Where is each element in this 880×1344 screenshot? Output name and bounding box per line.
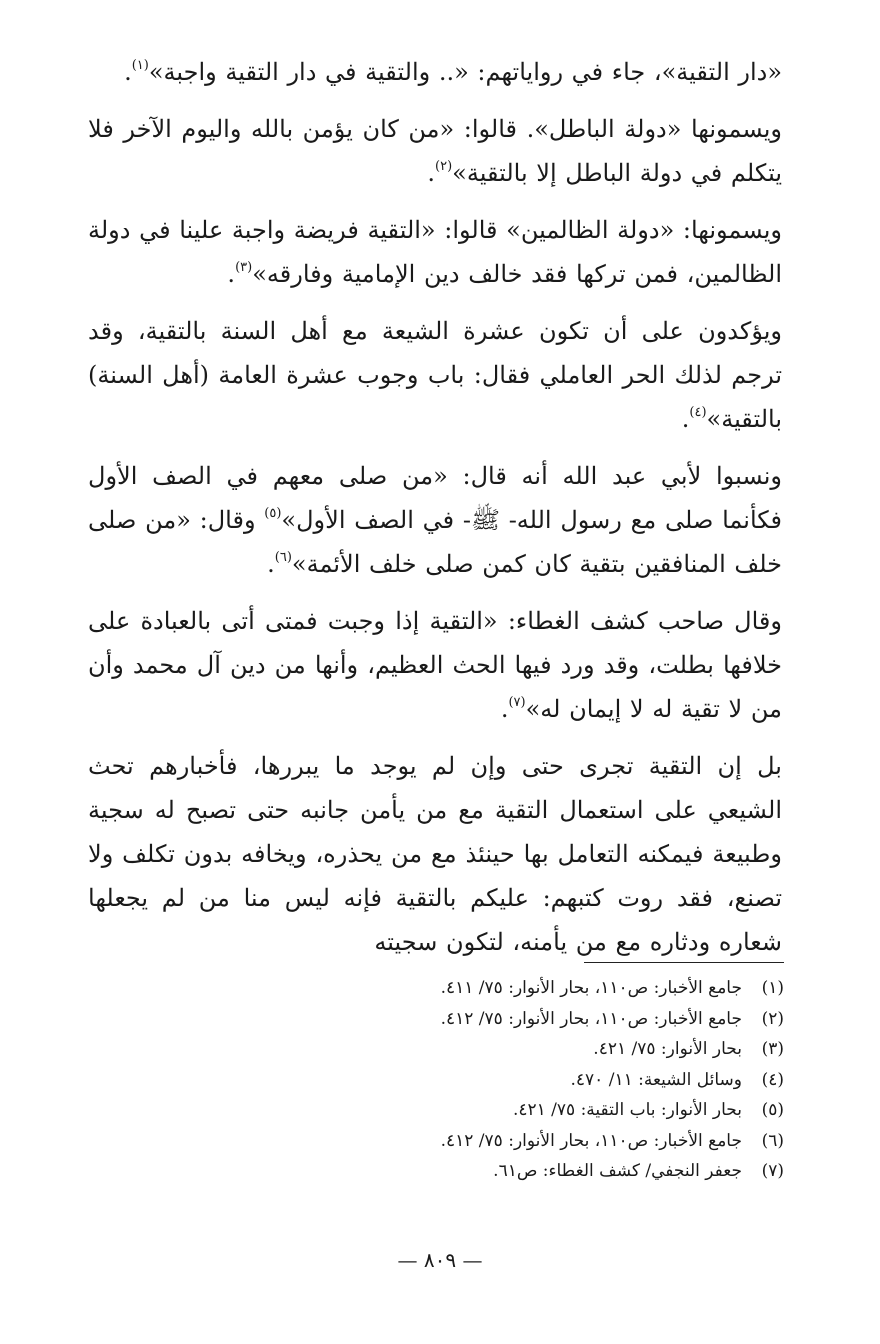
footnote-ref[interactable]: (٤): [689, 405, 707, 420]
paragraph-ishrat-alshia: [88, 309, 782, 441]
paragraph-dar-altaqiyya: [88, 50, 782, 94]
paragraph-text: ويؤكدون على أن تكون عشرة الشيعة مع أهل السنة بالتقية، وقد ترجم لذلك الحر العاملي فقال: باب وجوب عشرة العامة (أهل السنة) بالتقية»: [88, 317, 783, 433]
footnote-ref[interactable]: (٣): [235, 260, 253, 275]
paragraph-tail: .: [124, 58, 132, 86]
footnote-text: جامع الأخبار: ص١١٠، بحار الأنوار: ٧٥/ ٤١٢.: [440, 1008, 742, 1029]
footnote-text: وسائل الشيعة: ١١/ ٤٧٠.: [570, 1069, 742, 1090]
footnote-number: (٥): [761, 1100, 784, 1120]
footnote-number: (٦): [761, 1130, 784, 1151]
footnote-item: [88, 1156, 784, 1187]
paragraph-tail: .: [500, 695, 509, 723]
footnote-text: بحار الأنوار: باب التقية: ٧٥/ ٤٢١.: [512, 1100, 742, 1120]
footnote-text: جامع الأخبار: ص١١٠، بحار الأنوار: ٧٥/ ٤١٢.: [440, 1130, 742, 1151]
footnote-text: جامع الأخبار: ص١١٠، بحار الأنوار: ٧٥/ ٤١١.: [440, 978, 742, 998]
footnote-item: [88, 1126, 784, 1157]
footnote-item: [88, 1034, 784, 1065]
paragraph-tail: .: [681, 405, 690, 433]
footnote-ref[interactable]: (٥): [264, 506, 282, 521]
paragraph-kashf-alghita: [88, 599, 782, 731]
paragraph-tail: .: [427, 159, 436, 187]
paragraph-text: ويسمونها «دولة الباطل». قالوا: «من كان يؤمن بالله واليوم الآخر فلا يتكلم في دولة الباطل إلا بالتقية»: [88, 115, 782, 187]
paragraph-text: بل إن التقية تجرى حتى وإن لم يوجد ما يبررها، فأخبارهم تحث الشيعي على استعمال التقية مع من يأمن جانبه حتى تصبح له سجية وطبيعة فيمكنه التعامل بها حينئذ مع من يحذره، ويخافه بدون تكلف ولا تصنع، فقد روت كتبهم: عليكم بالتقية فإنه ليس منا من لم يجعلها شعاره ودثاره مع من يأمنه، لتكون سجيته: [88, 752, 783, 956]
footnote-item: [88, 1004, 784, 1035]
footnote-item: [88, 1095, 784, 1126]
footnote-item: [88, 973, 784, 1004]
paragraph-text: «دار التقية»، جاء في رواياتهم: «.. والتقية في دار التقية واجبة»: [148, 58, 782, 86]
paragraph-dawlat-albatil: [88, 107, 782, 195]
footnote-text: جعفر النجفي/ كشف الغطاء: ص٦١.: [493, 1161, 742, 1181]
page-number: — ٨٠٩ —: [397, 1248, 483, 1272]
footnote-ref[interactable]: (١): [131, 58, 149, 73]
footnote-ref[interactable]: (٦): [274, 550, 292, 565]
paragraph-tail: .: [267, 550, 275, 578]
paragraph-text: ونسبوا لأبي عبد الله أنه قال: «من صلى معهم في الصف الأول فكأنما صلى مع رسول الله- ﷺ- في الصف الأول»: [88, 462, 782, 534]
paragraph-text-continued: وقال: «من صلى خلف المنافقين بتقية كان كمن صلى خلف الأئمة»: [88, 506, 782, 578]
footnote-ref[interactable]: (٢): [435, 159, 453, 174]
footnote-number: (٣): [761, 1039, 784, 1059]
paragraph-dawlat-althalimin: [88, 208, 782, 296]
footnote-ref[interactable]: (٧): [508, 695, 526, 710]
footnote-divider: [584, 962, 784, 963]
footnote-text: بحار الأنوار: ٧٥/ ٤٢١.: [593, 1039, 742, 1059]
paragraph-salat-maahum: [88, 454, 782, 586]
footnotes-section: [88, 962, 784, 1187]
footnote-number: (٤): [761, 1069, 784, 1090]
paragraph-text: وقال صاحب كشف الغطاء: «التقية إذا وجبت فمتى أتى بالعبادة على خلافها بطلت، وقد ورد فيها الحث العظيم، وأنها من دين آل محمد وأن من لا تقية له لا إيمان له»: [88, 607, 782, 723]
paragraph-text: ويسمونها: «دولة الظالمين» قالوا: «التقية فريضة واجبة علينا في دولة الظالمين، فمن تركها فقد خالف دين الإمامية وفارقه»: [88, 216, 783, 288]
footnote-item: [88, 1065, 784, 1096]
footnote-number: (١): [761, 978, 784, 998]
footnote-number: (٧): [761, 1161, 784, 1181]
footnote-number: (٢): [761, 1008, 784, 1029]
paragraph-tail: .: [227, 260, 236, 288]
paragraph-taqiyya-sajiyya: [88, 744, 782, 964]
